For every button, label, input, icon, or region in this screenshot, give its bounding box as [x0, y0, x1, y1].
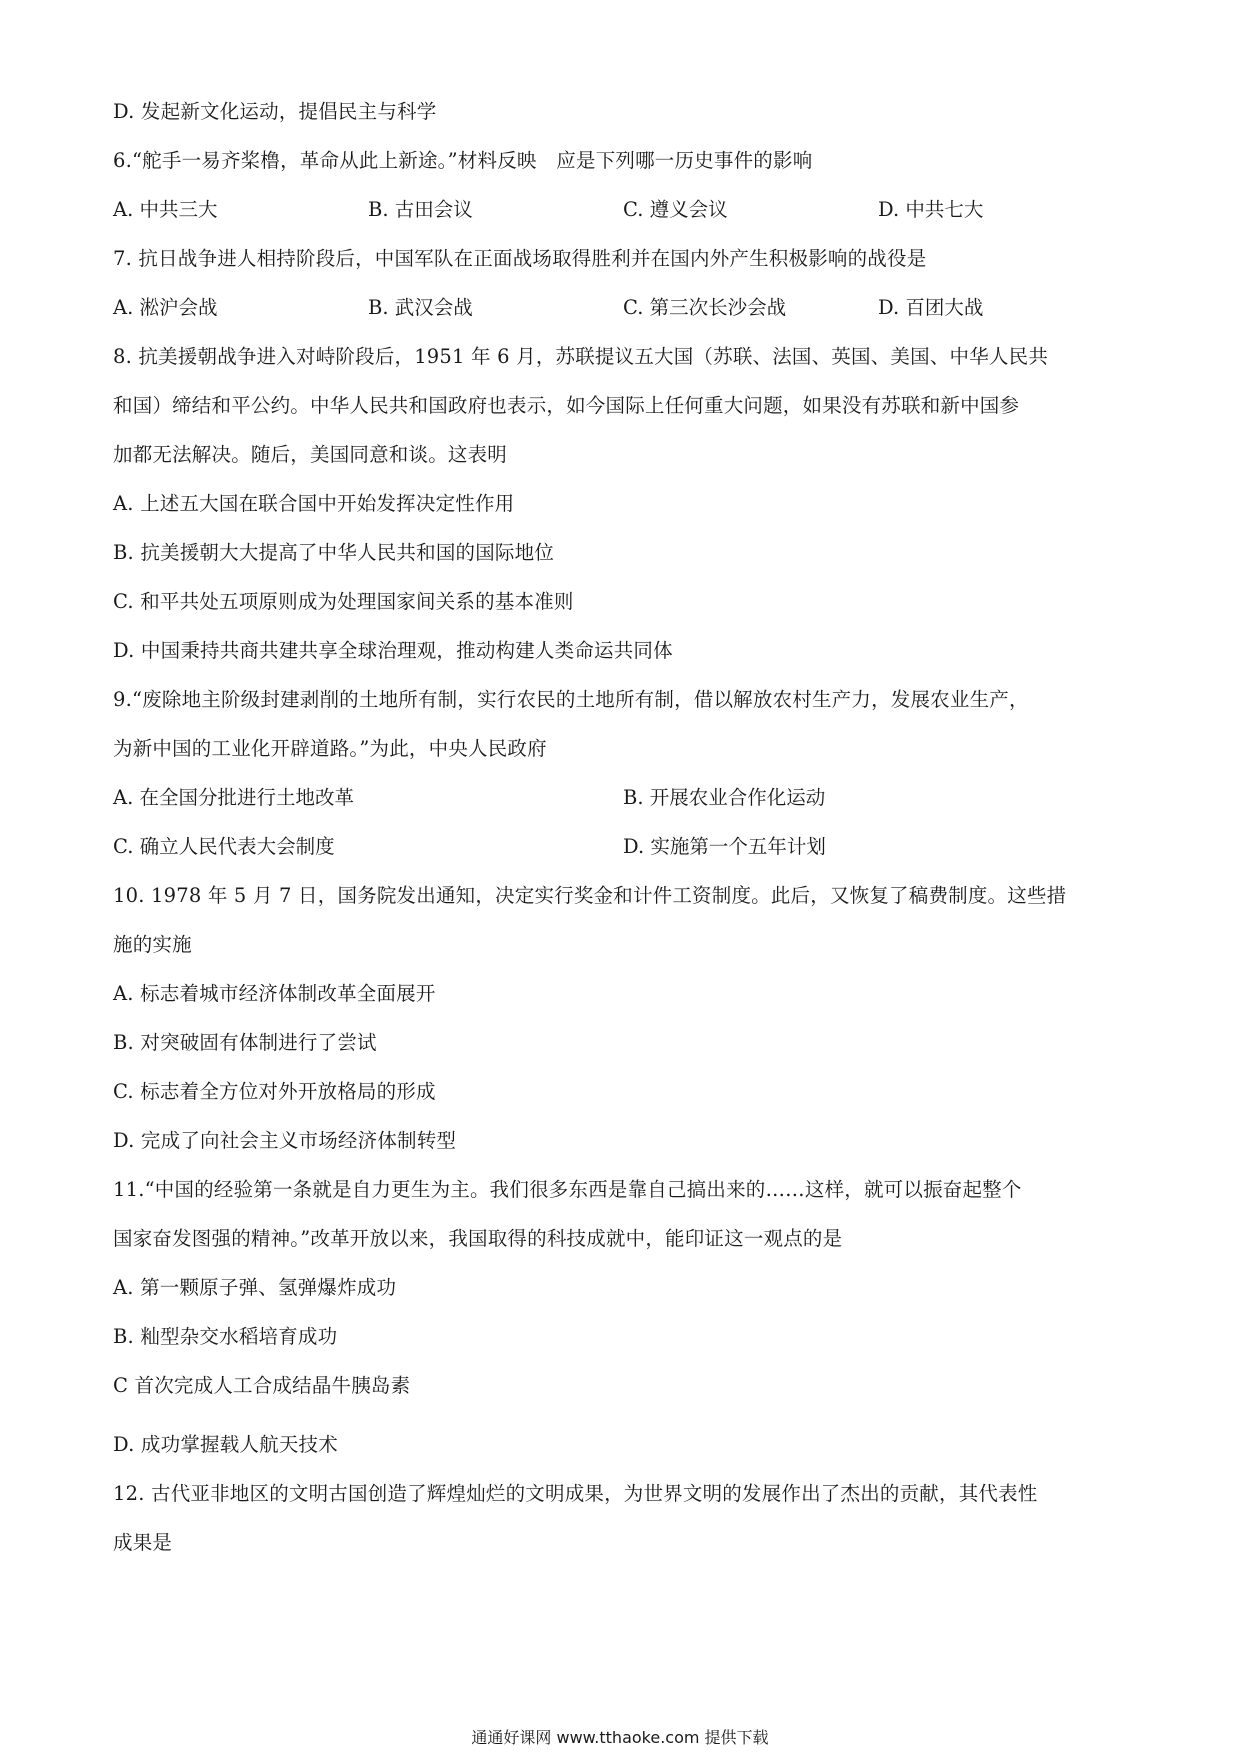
q7-option-c: C. 第三次长沙会战 [623, 296, 787, 319]
q6-option-c: C. 遵义会议 [623, 198, 728, 221]
q7-options [113, 294, 1133, 322]
q12-stem-line-1: 12. 古代亚非地区的文明古国创造了辉煌灿烂的文明成果，为世界文明的发展作出了杰出的贡献，其代表性 [113, 1482, 1038, 1505]
q9-option-b: B. 开展农业合作化运动 [623, 786, 826, 809]
q10-stem-line-2: 施的实施 [113, 933, 192, 956]
q6-option-b: B. 古田会议 [368, 198, 473, 221]
q9-option-d: D. 实施第一个五年计划 [623, 835, 826, 858]
q10-stem-line-1: 10. 1978 年 5 月 7 日，国务院发出通知，决定实行奖金和计件工资制度。此后，又恢复了稿费制度。这些措 [113, 884, 1067, 907]
page-footer-watermark: 通通好课网 www.tthaoke.com 提供下载 [471, 1728, 769, 1747]
q12-stem-line-2: 成果是 [113, 1531, 173, 1554]
q10-option-c: C. 标志着全方位对外开放格局的形成 [113, 1080, 436, 1103]
q8-option-a: A. 上述五大国在联合国中开始发挥决定性作用 [113, 492, 515, 515]
q6-option-a: A. 中共三大 [113, 198, 218, 221]
q11-option-c: C 首次完成人工合成结晶牛胰岛素 [113, 1374, 411, 1397]
q8-option-c: C. 和平共处五项原则成为处理国家间关系的基本准则 [113, 590, 574, 613]
q11-option-d: D. 成功掌握载人航天技术 [113, 1433, 338, 1456]
q6-stem: 6.“舵手一易齐桨橹，革命从此上新途。”材料反映 应是下列哪一历史事件的影响 [113, 149, 813, 172]
q7-stem: 7. 抗日战争进人相持阶段后，中国军队在正面战场取得胜利并在国内外产生积极影响的战役是 [113, 247, 927, 270]
q7-option-d: D. 百团大战 [878, 296, 984, 319]
q8-option-b: B. 抗美援朝大大提高了中华人民共和国的国际地位 [113, 541, 555, 564]
page-content [113, 98, 1133, 1578]
q9-option-a: A. 在全国分批进行土地改革 [113, 786, 354, 809]
q9-options-row-2 [113, 833, 1133, 861]
q9-stem-line-1: 9.“废除地主阶级封建剥削的土地所有制，实行农民的土地所有制，借以解放农村生产力，发展农业生产， [113, 688, 1029, 711]
q11-option-a: A. 第一颗原子弹、氢弹爆炸成功 [113, 1276, 397, 1299]
q9-stem-line-2: 为新中国的工业化开辟道路。”为此，中央人民政府 [113, 737, 547, 760]
q10-option-b: B. 对突破固有体制进行了尝试 [113, 1031, 377, 1054]
q8-option-d: D. 中国秉持共商共建共享全球治理观，推动构建人类命运共同体 [113, 639, 673, 662]
q6-options [113, 196, 1133, 224]
q7-option-a: A. 淞沪会战 [113, 296, 218, 319]
q11-stem-line-2: 国家奋发图强的精神。”改革开放以来，我国取得的科技成就中，能印证这一观点的是 [113, 1227, 843, 1250]
q11-option-b: B. 籼型杂交水稻培育成功 [113, 1325, 338, 1348]
q11-stem-line-1: 11.“中国的经验第一条就是自力更生为主。我们很多东西是靠自己搞出来的……这样，就可以振奋起整个 [113, 1178, 1022, 1201]
q6-option-d: D. 中共七大 [878, 198, 984, 221]
q8-stem-line-2: 和国）缔结和平公约。中华人民共和国政府也表示，如今国际上任何重大问题，如果没有苏联和新中国参 [113, 394, 1020, 417]
q9-options-row-1 [113, 784, 1133, 812]
q8-stem-line-3: 加都无法解决。随后，美国同意和谈。这表明 [113, 443, 508, 466]
q10-option-a: A. 标志着城市经济体制改革全面展开 [113, 982, 436, 1005]
q10-option-d: D. 完成了向社会主义市场经济体制转型 [113, 1129, 457, 1152]
q9-option-c: C. 确立人民代表大会制度 [113, 835, 335, 858]
q8-stem-line-1: 8. 抗美援朝战争进入对峙阶段后，1951 年 6 月，苏联提议五大国（苏联、法国、英国、美国、中华人民共 [113, 345, 1049, 368]
q5-option-d: D. 发起新文化运动，提倡民主与科学 [113, 100, 437, 123]
q7-option-b: B. 武汉会战 [368, 296, 473, 319]
